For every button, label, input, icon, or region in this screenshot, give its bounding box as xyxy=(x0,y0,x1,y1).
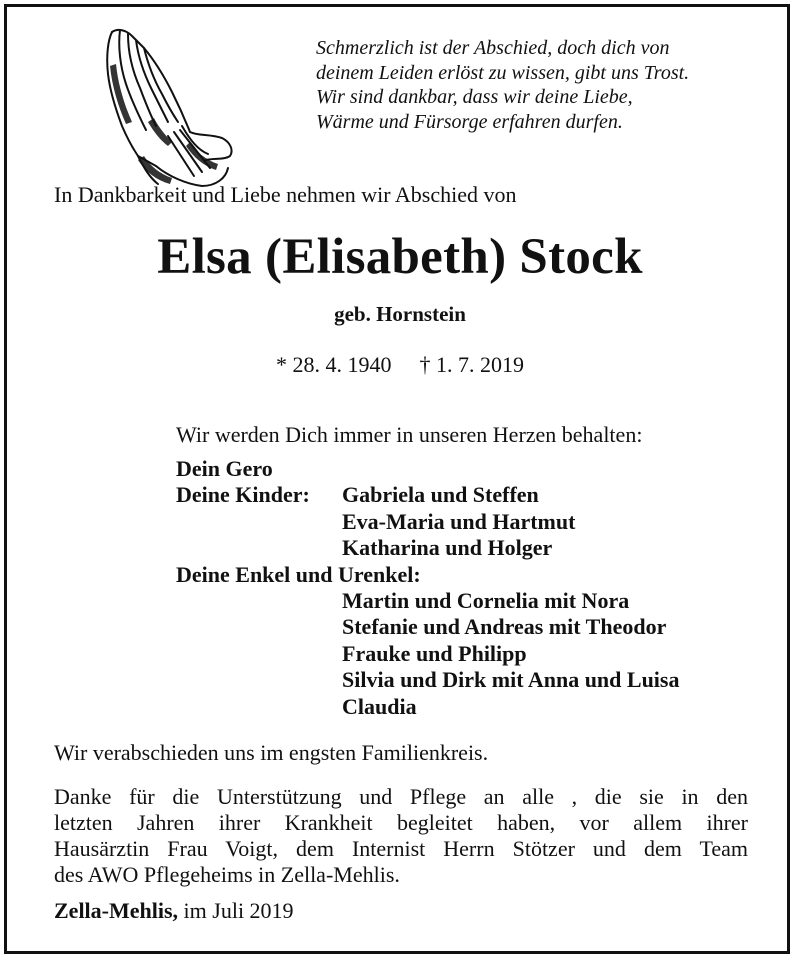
quote-line: Wir sind dankbar, dass wir deine Liebe, xyxy=(316,86,633,108)
intro-text: In Dankbarkeit und Liebe nehmen wir Abschied von xyxy=(54,182,517,207)
quote-line: deinem Leiden erlöst zu wissen, gibt uns Trost. xyxy=(316,61,690,84)
thanks-line: des AWO Pflegeheims in Zella-Mehlis. xyxy=(54,862,400,887)
praying-hands-icon xyxy=(98,26,238,190)
family-row xyxy=(176,456,679,482)
grandchildren-label: Deine Enkel und Urenkel: xyxy=(176,561,421,587)
child-entry: Gabriela und Steffen xyxy=(342,482,539,508)
farewell-text: Wir verabschieden uns im engsten Familienkreis. xyxy=(54,740,489,765)
thanks-paragraph xyxy=(54,784,748,888)
children-label: Deine Kinder: xyxy=(176,482,310,508)
born-name: geb. Hornstein xyxy=(334,302,466,326)
place-city: Zella-Mehlis, xyxy=(54,898,179,923)
grandchild-entry: Stefanie und Andreas mit Theodor xyxy=(342,614,667,640)
quote-line: Schmerzlich ist der Abschied, doch dich von xyxy=(316,37,670,59)
grandchild-entry: Martin und Cornelia mit Nora xyxy=(342,588,630,614)
thanks-line: letzten Jahren ihrer Krankheit begleitet haben, vor allem ihrer xyxy=(54,810,748,835)
thanks-line: Danke für die Unterstützung und Pflege an alle , die sie in den xyxy=(54,784,748,809)
family-lead: Wir werden Dich immer in unseren Herzen behalten: xyxy=(176,422,643,447)
memorial-quote xyxy=(316,36,776,134)
deceased-name: Elsa (Elisabeth) Stock xyxy=(157,229,643,285)
family-list xyxy=(176,456,679,720)
birth-date: * 28. 4. 1940 xyxy=(276,352,392,377)
partner-name: Dein Gero xyxy=(176,456,273,481)
family-row xyxy=(176,482,679,508)
life-dates xyxy=(0,352,800,378)
death-date: † 1. 7. 2019 xyxy=(419,352,524,377)
child-entry: Katharina und Holger xyxy=(342,535,553,561)
thanks-line: Hausärztin Frau Voigt, dem Internist Herrn Stötzer und dem Team xyxy=(54,836,748,861)
grandchild-entry: Silvia und Dirk mit Anna und Luisa xyxy=(342,667,680,693)
grandchild-entry: Frauke und Philipp xyxy=(342,640,527,666)
grandchild-entry: Claudia xyxy=(342,693,417,719)
place-and-date xyxy=(54,898,294,924)
child-entry: Eva-Maria und Hartmut xyxy=(342,508,576,534)
place-date: im Juli 2019 xyxy=(183,898,294,923)
family-row xyxy=(176,562,679,588)
quote-line: Wärme und Fürsorge erfahren durfen. xyxy=(316,110,623,133)
